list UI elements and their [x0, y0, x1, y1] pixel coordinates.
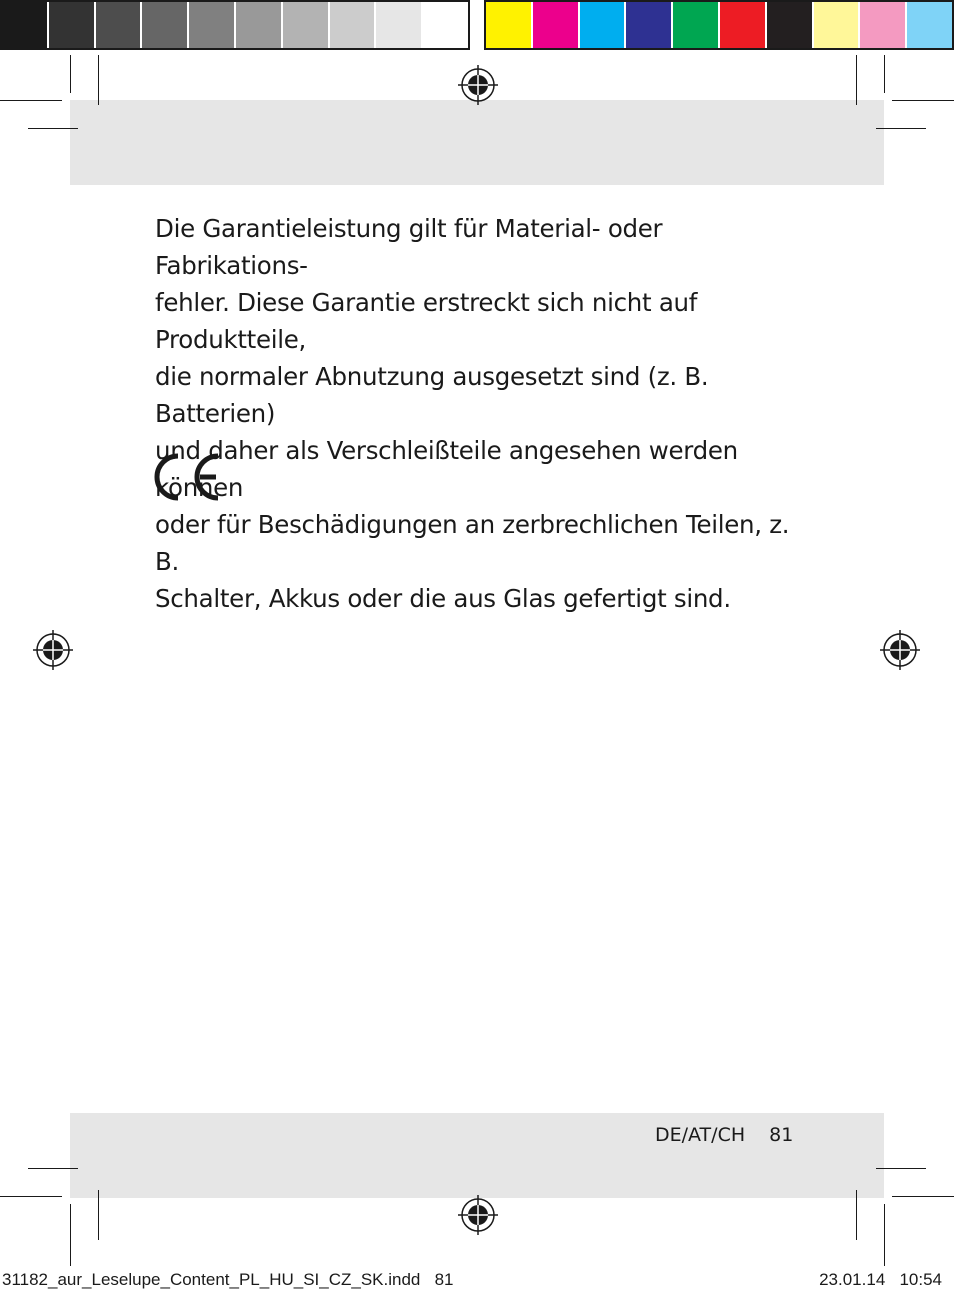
slug-time: 10:54: [899, 1270, 942, 1289]
crop-mark: [70, 1204, 71, 1266]
registration-mark-icon: [458, 1195, 498, 1235]
color-swatch: [626, 2, 673, 48]
color-swatch: [673, 2, 720, 48]
color-swatch: [49, 2, 96, 48]
region-label: DE/AT/CH: [655, 1124, 746, 1146]
crop-mark: [98, 1190, 99, 1240]
color-swatch: [189, 2, 236, 48]
crop-mark: [856, 1190, 857, 1240]
warranty-paragraph: Die Garantieleistung gilt für Material- oder Fabrikations- fehler. Diese Garantie erstreckt sich nicht auf Produktteile, die normaler Abnutzung ausgesetzt sind (z. B. Batterien) und daher als Verschleißteile angesehen werden können oder für Beschädigungen an zerbrechlichen Teilen, z. B. Schalter, Akkus oder die aus Glas gefertigt sind.: [155, 214, 790, 613]
ce-mark-icon: [154, 452, 224, 502]
color-swatch: [283, 2, 330, 48]
color-swatch: [486, 2, 533, 48]
crop-mark: [884, 55, 885, 93]
crop-mark: [28, 128, 78, 129]
crop-mark: [70, 55, 71, 93]
cmyk-color-bar: [484, 0, 954, 50]
color-swatch: [580, 2, 627, 48]
crop-mark: [876, 1168, 926, 1169]
color-swatch: [720, 2, 767, 48]
page-footer: [655, 1124, 793, 1146]
registration-mark-icon: [458, 65, 498, 105]
color-swatch: [423, 2, 468, 48]
registration-mark-icon: [880, 630, 920, 670]
crop-mark: [0, 100, 62, 101]
registration-mark-icon: [33, 630, 73, 670]
slug-timestamp: [819, 1270, 942, 1290]
crop-mark: [884, 1204, 885, 1266]
color-swatch: [860, 2, 907, 48]
crop-mark: [856, 55, 857, 105]
crop-mark: [892, 1196, 954, 1197]
color-swatch: [330, 2, 377, 48]
page-number: 81: [769, 1124, 794, 1146]
slug-page: 81: [434, 1270, 454, 1289]
slug-file-info: [2, 1270, 453, 1290]
slug-filename: 31182_aur_Leselupe_Content_PL_HU_SI_CZ_SK.indd: [2, 1270, 421, 1289]
crop-mark: [98, 55, 99, 105]
color-swatch: [236, 2, 283, 48]
color-swatch: [142, 2, 189, 48]
crop-mark: [876, 128, 926, 129]
crop-mark: [28, 1168, 78, 1169]
color-swatch: [767, 2, 814, 48]
color-swatch: [2, 2, 49, 48]
color-swatch: [907, 2, 952, 48]
slug-date: 23.01.14: [819, 1270, 886, 1289]
crop-mark: [0, 1196, 62, 1197]
color-swatch: [533, 2, 580, 48]
header-band: [70, 100, 884, 185]
color-swatch: [96, 2, 143, 48]
color-swatch: [814, 2, 861, 48]
crop-mark: [892, 100, 954, 101]
color-swatch: [376, 2, 423, 48]
grayscale-color-bar: [0, 0, 470, 50]
